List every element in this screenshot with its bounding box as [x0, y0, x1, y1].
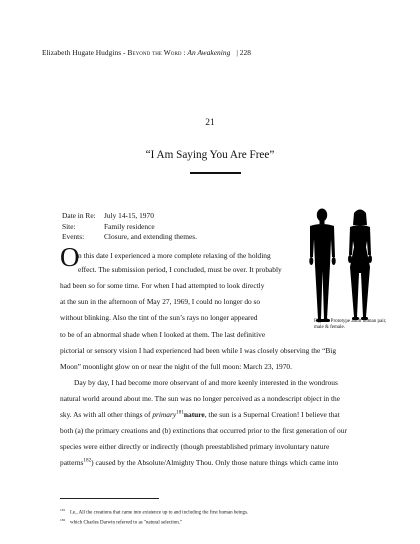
footnote-text: which Charles Darwin referred to as "natural selection.": [70, 520, 183, 526]
meta-row-site: [62, 222, 197, 233]
body-line: species were either directly or indirectly (though preestablished primary involuntary nature: [60, 442, 330, 451]
emphasis-nature: nature: [183, 410, 205, 419]
emphasis-primary: primary: [152, 410, 177, 419]
meta-row-events: [62, 232, 197, 243]
header-page-number: | 228: [236, 48, 252, 57]
meta-row-date: [62, 211, 197, 222]
body-text: sky. As with all other things of: [60, 410, 153, 419]
body-line: [60, 458, 338, 468]
body-line: Day by day, I had become more observant of and more keenly interested in the wondrous: [74, 378, 338, 387]
footnote-ref: 181: [176, 409, 184, 416]
drop-cap: O: [60, 242, 80, 272]
body-line: to be of an abnormal shade when I looked at them. The last definitive: [60, 330, 266, 339]
meta-key: Events:: [62, 232, 85, 242]
body-line: [60, 410, 340, 420]
meta-value: Family residence: [104, 221, 155, 231]
header-separator: :: [181, 48, 188, 57]
footnote: $^{181}$I.e., All the creations that came into existence up to and including the first human beings.: [60, 508, 249, 516]
chapter-number: 21: [205, 118, 215, 128]
title-rule: [190, 172, 241, 174]
body-text: ) caused by the Absolute/Almighty Thou. Only those nature things which came into: [91, 458, 339, 467]
body-line: at the sun in the afternoon of May 27, 1969, I could no longer do so: [60, 297, 261, 306]
body-line: effect. The submission period, I concluded, must be over. It probably: [78, 265, 282, 274]
body-line: without blinking. Also the tint of the sun’s rays no longer appeared: [60, 313, 258, 322]
meta-value: Closure, and extending themes.: [104, 232, 197, 242]
footnote-rule: [60, 498, 159, 499]
chapter-title: “I Am Saying You Are Free”: [145, 149, 275, 161]
header-book-subtitle: An Awakening: [187, 48, 231, 57]
body-line: had been so for some time. For when I had attempted to look directly: [60, 281, 265, 290]
footnote: $^{182}$which Charles Darwin referred to as "natural selection.": [60, 518, 183, 526]
header-author: Elizabeth Hugate Hudgins -: [42, 48, 128, 57]
meta-key: Site:: [62, 221, 76, 231]
body-text: , the sun is a Supernal Creation! I believe that: [204, 410, 340, 419]
footnote-ref: 182: [83, 457, 92, 464]
meta-value: July 14-15, 1970: [104, 211, 154, 220]
header-book-title: Beyond the Word: [127, 48, 182, 57]
body-text: patterns: [60, 458, 84, 467]
female-silhouette: [348, 210, 372, 321]
entry-metadata: [62, 211, 197, 243]
footnote-text: I.e., All the creations that came into existence up to and including the first human beings.: [70, 510, 249, 516]
meta-key: Date in Re:: [62, 211, 96, 220]
running-header: [42, 48, 382, 57]
body-line: both (a) the primary creations and (b) extinctions that occurred prior to the first generation of our: [60, 426, 347, 435]
figure-caption: Fig. 87. Prototype adult human pair, male & female.: [314, 319, 387, 331]
body-line: natural world around about me. The sun was no longer perceived as a nondescript object in the: [60, 394, 341, 403]
male-silhouette: [309, 209, 335, 323]
body-line: Moon” moonlight glow on or near the night of the full moon: March 23, 1970.: [60, 362, 292, 371]
body-line: pictorial or sensory vision I had experienced had been while I was closely observing the “Big: [60, 346, 337, 355]
human-pair-figure: [300, 207, 382, 327]
body-line: n this date I experienced a more complete relaxing of the holding: [78, 251, 271, 260]
